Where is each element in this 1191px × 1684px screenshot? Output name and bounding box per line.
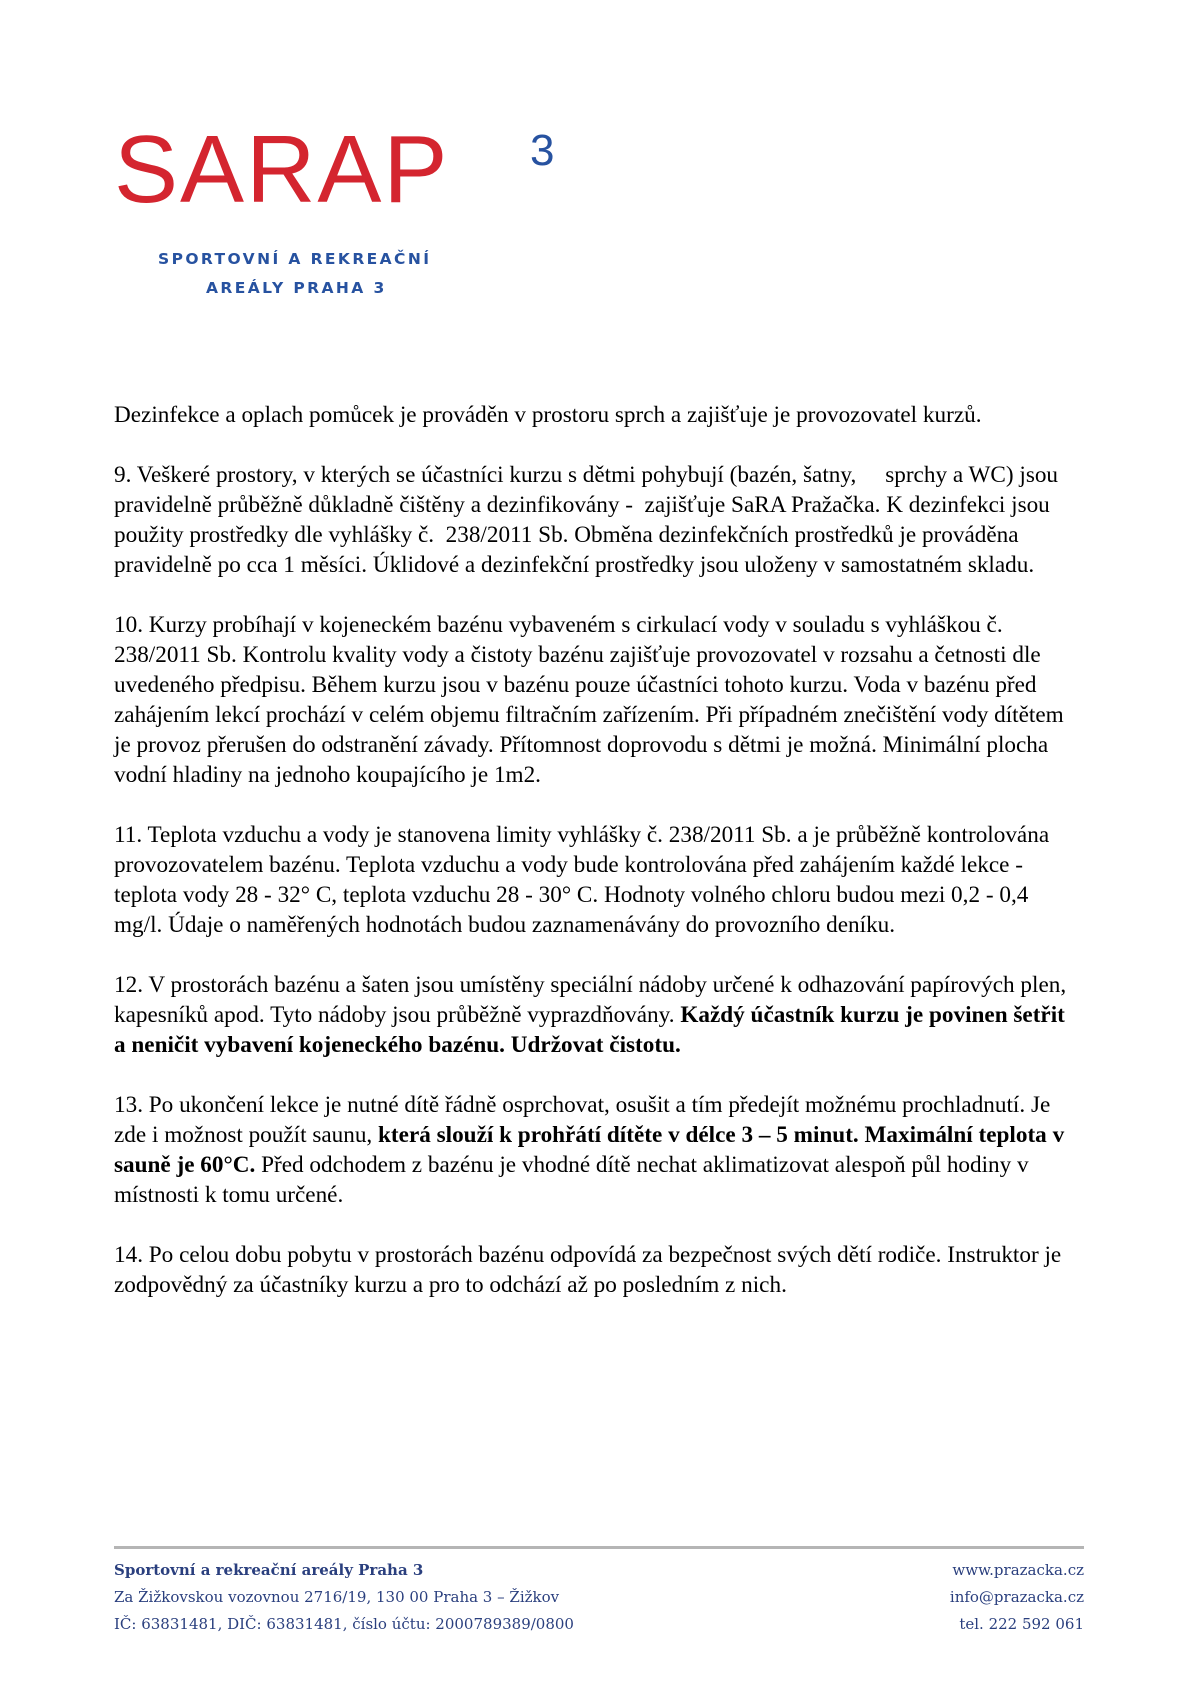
document-body xyxy=(114,400,1082,1330)
logo-superscript: 3 xyxy=(530,126,555,175)
sarap-logo xyxy=(114,116,574,302)
paragraph-13-text-1: 13. Po ukončení lekce je nutné dítě řádně osprchovat, osušit a tím předejít možnému prochladnutí. Je zde i možnost použít saunu, xyxy=(114,1092,1051,1148)
footer-org-name: Sportovní a rekreační areály Praha 3 xyxy=(114,1561,424,1579)
logo-tagline-line2: AREÁLY PRAHA 3 xyxy=(206,279,387,297)
logo-tagline-line1: SPORTOVNÍ A REKREAČNÍ xyxy=(158,250,432,268)
footer-email-link[interactable]: info@prazacka.cz xyxy=(949,1588,1084,1606)
paragraph-14: 14. Po celou dobu pobytu v prostorách bazénu odpovídá za bezpečnost svých dětí rodiče. Instruktor je zodpovědný za účastníky kurzu a pro to odchází až po posledním z nich. xyxy=(114,1242,1062,1298)
footer-divider xyxy=(114,1546,1084,1549)
paragraph-12-text: 12. V prostorách bazénu a šaten jsou umístěny speciální nádoby určené k odhazování papírových plen, kapesníků apod. Tyto nádoby jsou průběžně vyprazdňovány. xyxy=(114,972,1067,1028)
footer-address: Za Žižkovskou vozovnou 2716/19, 130 00 Praha 3 – Žižkov xyxy=(114,1588,560,1606)
paragraph-13 xyxy=(114,1090,1082,1210)
paragraph-10: 10. Kurzy probíhají v kojeneckém bazénu vybaveném s cirkulací vody v souladu s vyhláškou č. 238/2011 Sb. Kontrolu kvality vody a čistoty bazénu zajišťuje provozovatel v rozsahu a četnosti dle uvedeného předpisu. Během kurzu jsou v bazénu pouze účastníci tohoto kurzu. Voda v bazénu před zahájením lekcí prochází v celém objemu filtračním zařízením. Při případném znečištění vody dítětem je provoz přerušen do odstranění závady. Přítomnost doprovodu s dětmi je možná. Minimální plocha vodní hladiny na jednoho koupajícího je 1m2. xyxy=(114,612,1064,788)
logo-wordmark: SARAP xyxy=(114,116,450,223)
paragraph-12 xyxy=(114,970,1082,1060)
paragraph-disinfection: Dezinfekce a oplach pomůcek je prováděn v prostoru sprch a zajišťuje je provozovatel kurzů. xyxy=(114,402,982,428)
footer-web-link[interactable]: www.prazacka.cz xyxy=(952,1561,1084,1579)
footer-contact-right xyxy=(950,1557,1084,1638)
footer-phone: tel. 222 592 061 xyxy=(959,1615,1084,1633)
paragraph-11: 11. Teplota vzduchu a vody je stanovena limity vyhlášky č. 238/2011 Sb. a je průběžně kontrolována provozovatelem bazénu. Teplota vzduchu a vody bude kontrolována před zahájením každé lekce - teplota vody 28 - 32° C, teplota vzduchu 28 - 30° C. Hodnoty volného chloru budou mezi 0,2 - 0,4 mg/l. Údaje o naměřených hodnotách budou zaznamenávány do provozního deníku. xyxy=(114,822,1050,938)
paragraph-9: 9. Veškeré prostory, v kterých se účastníci kurzu s dětmi pohybují (bazén, šatny, sprchy a WC) jsou pravidelně průběžně důkladně čištěny a dezinfikovány - zajišťuje SaRA Pražačka. K dezinfekci jsou použity prostředky dle vyhlášky č. 238/2011 Sb. Obměna dezinfekčních prostředků je prováděna pravidelně po cca 1 měsíci. Úklidové a dezinfekční prostředky jsou uloženy v samostatném skladu. xyxy=(114,462,1064,578)
paragraph-13-bold: která slouží k prohřátí dítěte v délce 3 – 5 minut. Maximální teplota v sauně je 60°C. xyxy=(114,1122,1065,1178)
paragraph-13-text-2: Před odchodem z bazénu je vhodné dítě nechat aklimatizovat alespoň půl hodiny v místnosti k tomu určené. xyxy=(114,1152,1035,1208)
paragraph-12-bold: Každý účastník kurzu je povinen šetřit a neničit vybavení kojeneckého bazénu. Udržovat čistotu. xyxy=(114,1002,1065,1058)
footer-contact-left xyxy=(114,1557,574,1638)
footer-ids: IČ: 63831481, DIČ: 63831481, číslo účtu: 2000789389/0800 xyxy=(114,1615,574,1633)
